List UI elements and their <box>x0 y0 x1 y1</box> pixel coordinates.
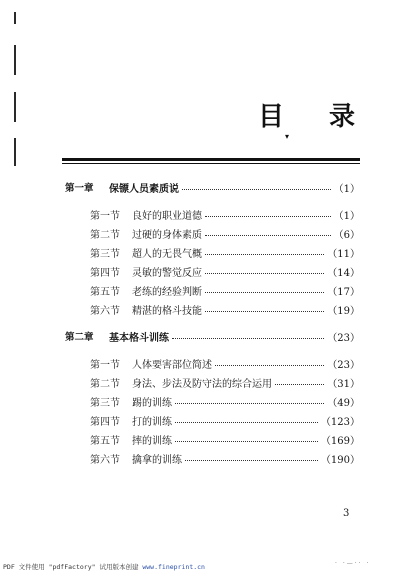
dot-leader <box>205 216 331 217</box>
dot-leader <box>175 403 324 404</box>
page-ref: （1） <box>333 183 360 195</box>
chapter-title: 基本格斗训练 <box>109 332 169 344</box>
toc-section-row[interactable] <box>90 282 360 298</box>
chapter-label: 第一章 <box>65 183 94 194</box>
page-ref: （6） <box>333 229 360 241</box>
title-rule-thick <box>62 158 360 161</box>
toc-section-row[interactable] <box>90 412 360 428</box>
footer-link[interactable]: www.fineprint.cn <box>142 563 205 571</box>
scan-edge-mark <box>14 92 16 122</box>
section-label: 第六节 <box>90 454 120 466</box>
toc-chapter-row[interactable] <box>65 328 360 344</box>
toc-section-row[interactable] <box>90 393 360 409</box>
section-title: 踢的训练 <box>132 397 172 409</box>
page-ref: （123） <box>320 416 360 428</box>
scan-edge-mark <box>14 45 16 75</box>
dot-leader <box>172 338 324 339</box>
dot-leader <box>205 235 331 236</box>
page-ref: （14） <box>327 267 360 279</box>
dot-leader <box>275 384 324 385</box>
dot-leader <box>175 422 318 423</box>
section-label: 第一节 <box>90 359 120 371</box>
dot-leader <box>215 365 324 366</box>
section-title: 摔的训练 <box>132 435 172 447</box>
dot-leader <box>205 273 324 274</box>
page-ref: （23） <box>327 332 360 344</box>
section-label: 第三节 <box>90 397 120 409</box>
page-ref: （31） <box>327 378 360 390</box>
page-ref: （1） <box>333 210 360 222</box>
toc-section-row[interactable] <box>90 244 360 260</box>
dot-leader <box>185 460 318 461</box>
section-title: 过硬的身体素质 <box>132 229 202 241</box>
footer-text: PDF 文件使用 "pdfFactory" 试用版本创建 <box>3 563 143 571</box>
section-label: 第二节 <box>90 229 120 241</box>
scan-edge-mark <box>14 138 16 166</box>
page-ref: （19） <box>327 305 360 317</box>
section-title: 老练的经验判断 <box>132 286 202 298</box>
chapter-label: 第二章 <box>65 332 94 343</box>
page-ref: （190） <box>320 454 360 466</box>
toc-section-row[interactable] <box>90 355 360 371</box>
section-label: 第六节 <box>90 305 120 317</box>
toc-section-row[interactable] <box>90 206 360 222</box>
section-label: 第三节 <box>90 248 120 260</box>
toc-chapter-row[interactable] <box>65 179 360 195</box>
section-title: 人体要害部位简述 <box>132 359 212 371</box>
dot-leader <box>205 292 324 293</box>
page-number: 3 <box>343 508 350 519</box>
page-title: 目 录 <box>258 102 374 132</box>
toc-section-row[interactable] <box>90 301 360 317</box>
dot-leader <box>182 189 331 190</box>
toc-section-row[interactable] <box>90 374 360 390</box>
title-rule-thin <box>62 163 360 164</box>
section-title: 精湛的格斗技能 <box>132 305 202 317</box>
title-mark: ▾ <box>285 132 290 141</box>
section-label: 第四节 <box>90 416 120 428</box>
chapter-title: 保镖人员素质说 <box>109 183 179 195</box>
section-label: 第二节 <box>90 378 120 390</box>
section-title: 打的训练 <box>132 416 172 428</box>
dot-leader <box>175 441 318 442</box>
section-title: 良好的职业道德 <box>132 210 202 222</box>
toc-section-row[interactable] <box>90 450 360 466</box>
page-ref: （23） <box>327 359 360 371</box>
page-ref: （17） <box>327 286 360 298</box>
toc-section-row[interactable] <box>90 225 360 241</box>
section-title: 身法、步法及防守法的综合运用 <box>132 378 272 390</box>
dot-leader <box>205 254 324 255</box>
page-ref: （49） <box>327 397 360 409</box>
section-label: 第一节 <box>90 210 120 222</box>
scan-noise: · ·—·· · <box>335 560 371 567</box>
pdf-footer <box>3 562 205 571</box>
toc-section-row[interactable] <box>90 431 360 447</box>
page-ref: （169） <box>320 435 360 447</box>
section-title: 擒拿的训练 <box>132 454 182 466</box>
toc-section-row[interactable] <box>90 263 360 279</box>
section-label: 第五节 <box>90 286 120 298</box>
section-label: 第四节 <box>90 267 120 279</box>
page-ref: （11） <box>327 248 360 260</box>
section-label: 第五节 <box>90 435 120 447</box>
section-title: 灵敏的警觉反应 <box>132 267 202 279</box>
section-title: 超人的无畏气概 <box>132 248 202 260</box>
scan-edge-mark <box>14 12 16 24</box>
dot-leader <box>205 311 324 312</box>
